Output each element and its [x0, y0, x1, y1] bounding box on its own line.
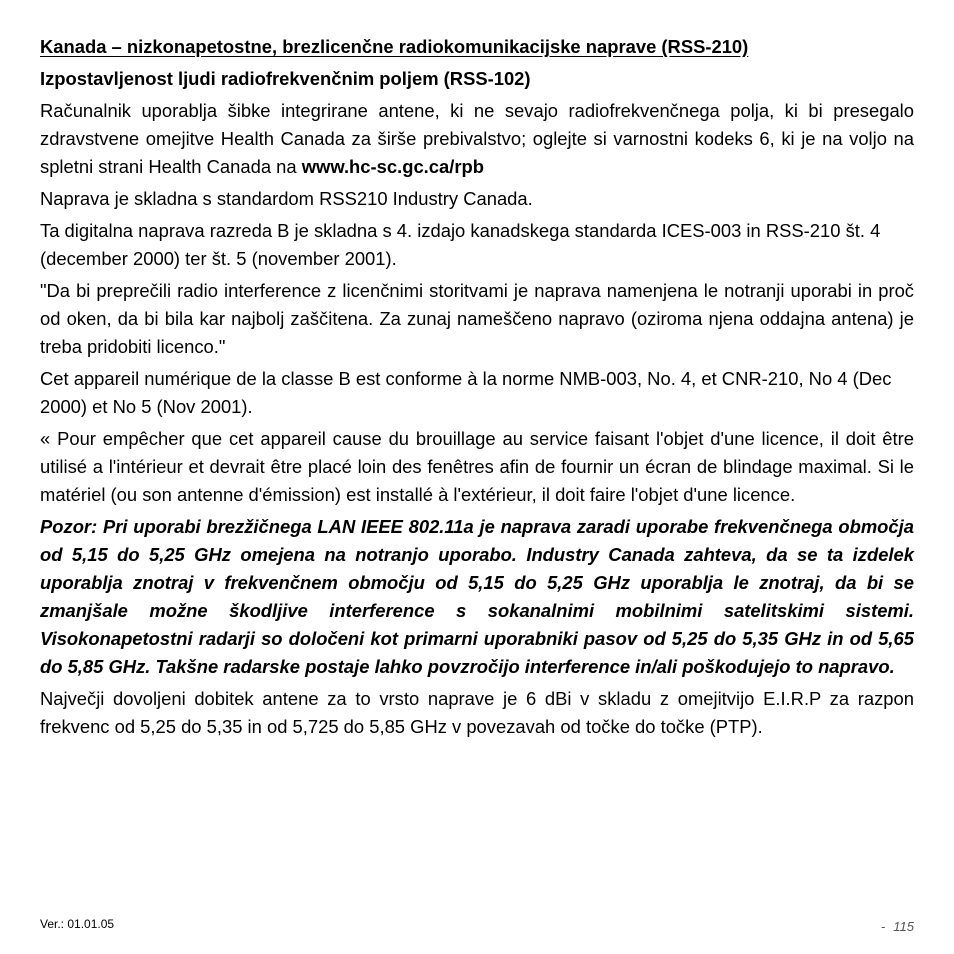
paragraph-indoor-use-slovenian: "Da bi preprečili radio interference z licenčnimi storitvami je naprava namenjena le notranji uporabi in proč od oken, da bi bila kar najbolj zaščitena. Za zunaj nameščeno napravo (oziroma njena oddajna antena) je treba pridobiti licenco.": [40, 280, 914, 357]
paragraph-indoor-use-french: « Pour empêcher que cet appareil cause du brouillage au service faisant l'objet d'une licence, il doit être utilisé a l'intérieur et devrait être placé loin des fenêtres afin de fournir un écran de blindage maximal. Si le matériel (ou son antenne d'émission) est installé à l'extérieur, il doit faire l'objet d'une licence.: [40, 428, 914, 505]
paragraph-rss210-compliance: Naprava je skladna s standardom RSS210 Industry Canada.: [40, 188, 533, 209]
paragraph-antenna-gain: Največji dovoljeni dobitek antene za to vrsto naprave je 6 dBi v skladu z omejitvijo E.I.R.P za razpon frekvenc od 5,25 do 5,35 in od 5,725 do 5,85 GHz v povezavah od točke do točke (PTP).: [40, 688, 914, 737]
page-number: 115: [893, 919, 914, 934]
page-number-footer: [881, 919, 914, 935]
paragraph-antenna-exposure-text: Računalnik uporablja šibke integrirane antene, ki ne sevajo radiofrekvenčnega polja, ki bi presegalo zdravstvene omejitve Health Canada za širše prebivalstvo; oglejte si varnostni kodeks 6, ki je na voljo na spletni strani Health Canada na: [40, 100, 914, 177]
health-canada-url: www.hc-sc.gc.ca/rpb: [301, 156, 484, 177]
document-page: [40, 33, 914, 745]
paragraph-antenna-exposure: [40, 97, 914, 181]
warning-wireless-lan: Pozor: Pri uporabi brezžičnega LAN IEEE 802.11a je naprava zaradi uporabe frekvenčnega območja od 5,15 do 5,25 GHz omejena na notranjo uporabo. Industry Canada zahteva, da se ta izdelek uporablja znotraj v frekvenčnem območju od 5,15 do 5,25 GHz uporablja le znotraj, da bi se zmanjšale možne škodljive interference s sokanalnimi mobilnimi satelitskimi sistemi. Visokonapetostni radarji so določeni kot primarni uporabniki pasov od 5,25 do 5,35 GHz in od 5,65 do 5,85 GHz. Takšne radarske postaje lahko povzročijo interference in/ali poškodujejo to napravo.: [40, 516, 914, 677]
version-label: Ver.: 01.01.05: [40, 917, 115, 931]
paragraph-class-b-compliance: Ta digitalna naprava razreda B je skladna s 4. izdajo kanadskega standarda ICES-003 in RSS-210 št. 4 (december 2000) ter št. 5 (november 2001).: [40, 220, 881, 269]
section-subheading: Izpostavljenost ljudi radiofrekvenčnim poljem (RSS-102): [40, 68, 531, 89]
footer-dash: -: [880, 919, 886, 934]
paragraph-class-b-french: Cet appareil numérique de la classe B est conforme à la norme NMB-003, No. 4, et CNR-210, No 4 (Dec 2000) et No 5 (Nov 2001).: [40, 368, 892, 417]
section-heading: Kanada – nizkonapetostne, brezlicenčne radiokomunikacijske naprave (RSS-210): [40, 36, 749, 57]
